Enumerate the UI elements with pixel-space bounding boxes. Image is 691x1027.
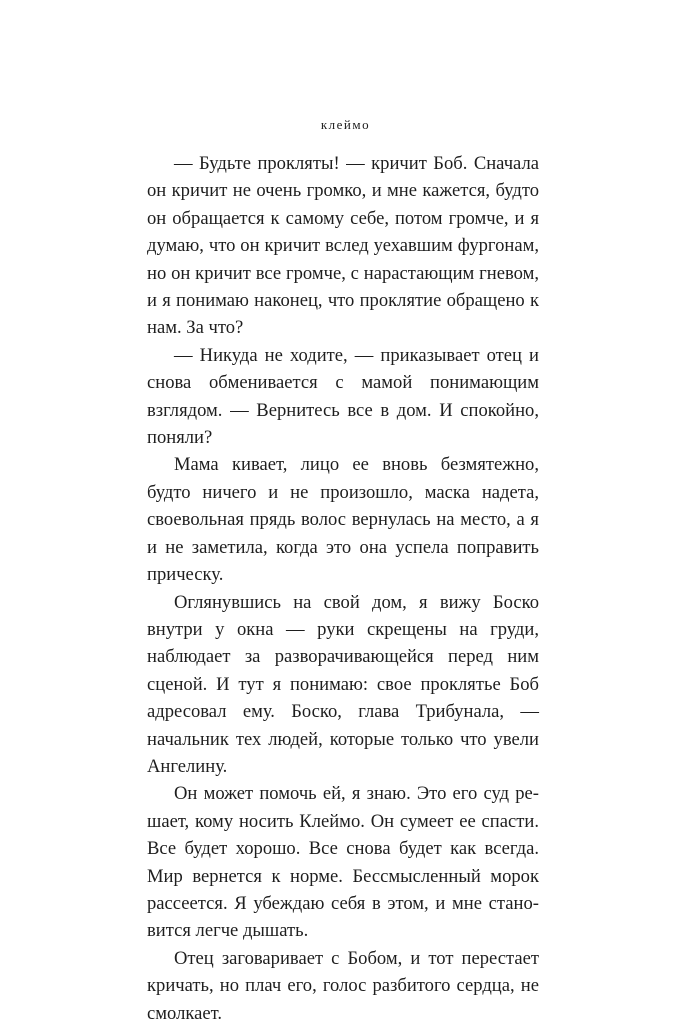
paragraph-1: — Будьте прокляты! — кричит Боб. Сначала он кричит не очень громко, и мне кажется, будто он обращается к самому себе, потом громче, и я думаю, что он кричит вслед уехавшим фургонам, но он кричит все громче, с нарастающим гневом, и я понимаю наконец, что проклятие обращено к нам. За что? xyxy=(147,153,539,339)
running-head-title: клеймо xyxy=(320,117,371,132)
paragraph-2: — Никуда не ходите, — приказывает отец и снова обменивается с мамой понимающим взглядом. — Вернитесь все в дом. И спокойно, поняли? xyxy=(147,344,539,449)
paragraph-5: Он может помочь ей, я знаю. Это его суд решает, кому носить Клеймо. Он сумеет ее спасти. Все будет хорошо. Все снова будет как всегда. Мир вернется к норме. Бессмысленный морок рассеется. Я убеждаю себя в этом, и мне становится легче дышать. xyxy=(147,783,539,942)
paragraph-4: Оглянувшись на свой дом, я вижу Боско внутри у окна — руки скрещены на груди, наблюдает за разворачивающейся перед ним сценой. И тут я понимаю: свое проклятье Боб адресовал ему. Боско, глава Трибунала, — начальник тех людей, которые только что увели Ангелину. xyxy=(147,591,539,777)
paragraph-6: Отец заговаривает с Бобом, и тот перестает кричать, но плач его, голос разбитого сердца, не смолкает. xyxy=(147,947,539,1024)
page-body-text xyxy=(147,150,539,1027)
paragraph-3: Мама кивает, лицо ее вновь безмятежно, будто ничего и не произошло, маска надета, своевольная прядь волос вернулась на место, а я и не заметила, когда это она успела поправить прическу. xyxy=(147,454,539,586)
